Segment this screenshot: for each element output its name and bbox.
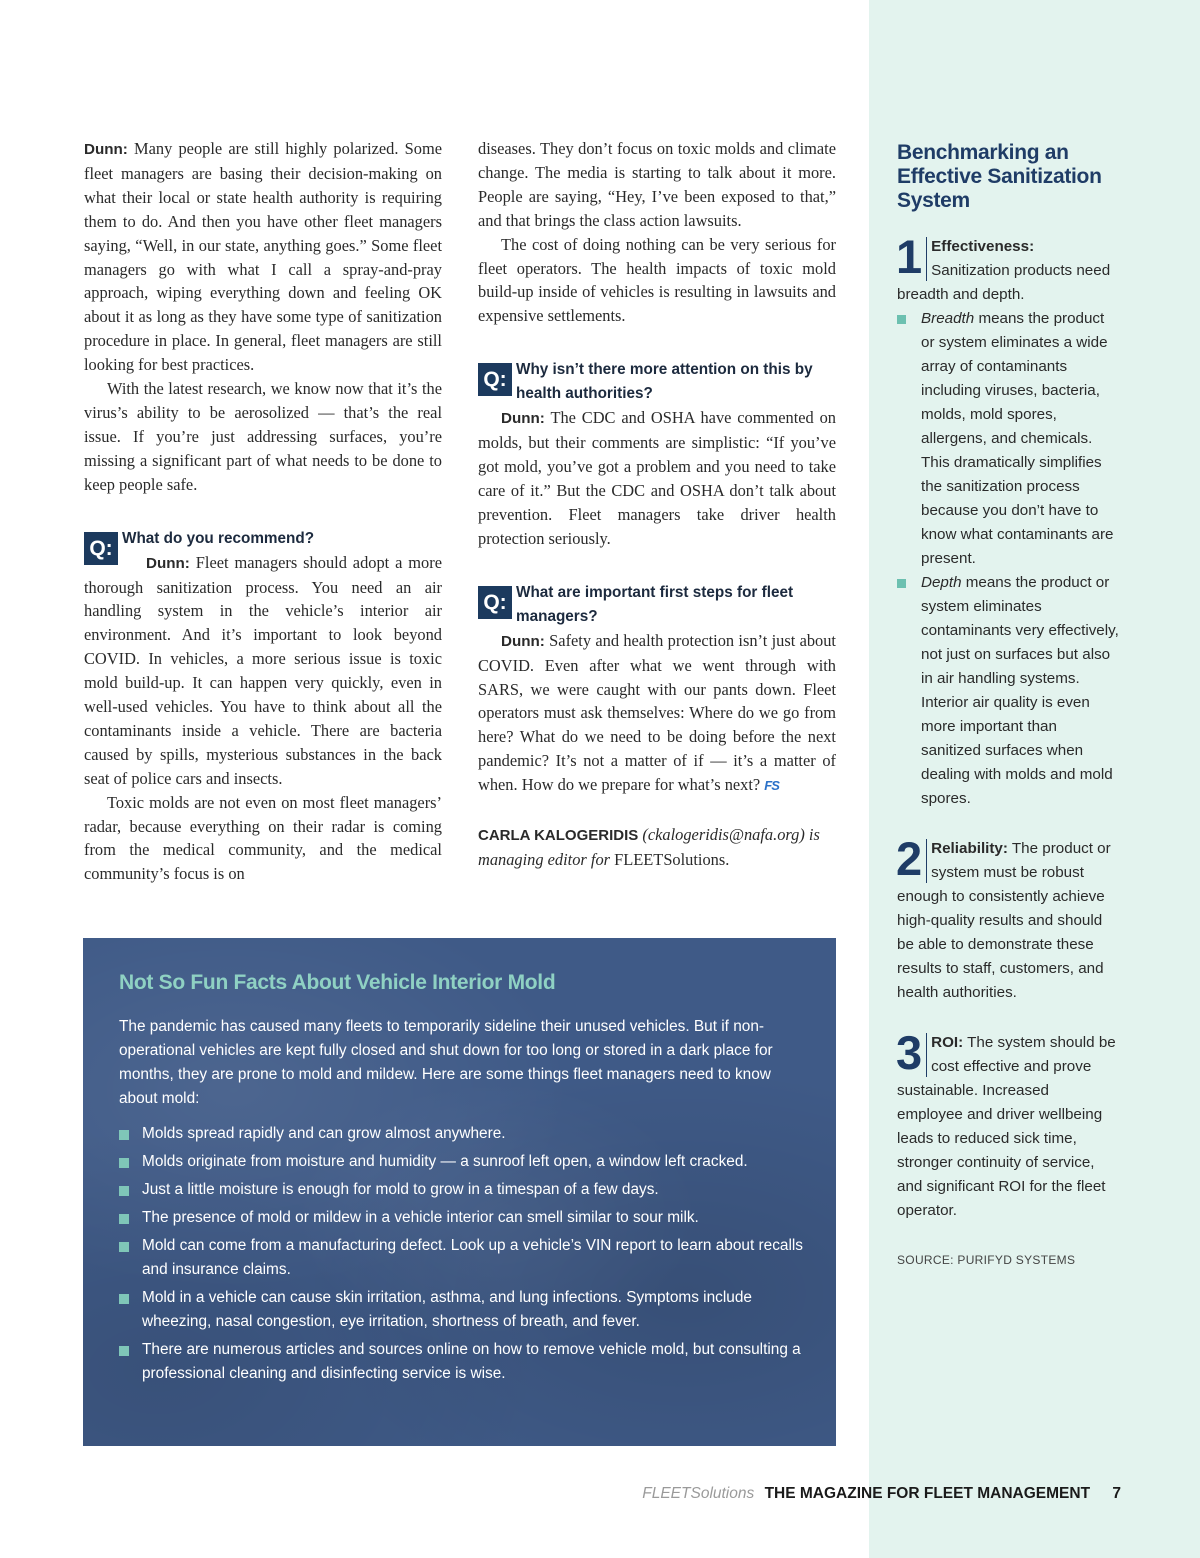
list-item (897, 307, 1119, 571)
paragraph: The cost of doing nothing can be very serious for fleet operators. The health impacts of toxic mold build-up inside of vehicles is resulting in lawsuits and expensive settlements. (478, 234, 836, 326)
q-badge: Q: (84, 532, 118, 565)
bullet-square-icon (119, 1158, 129, 1168)
footer-magazine-name: FLEETSolutions (642, 1485, 755, 1502)
list-item (119, 1178, 809, 1202)
fact-text: Just a little moisture is enough for mold to grow in a timespan of a few days. (142, 1181, 659, 1198)
sub-term: Breadth (921, 310, 975, 327)
benchmark-item-reliability (896, 832, 1119, 1005)
paragraph-text: The CDC and OSHA have commented on molds, but their comments are simplistic: “If you’ve got mold, you’ve got a problem and you need to take care of it.” But the CDC and OSHA don’t talk about prevention. Fleet managers take driver health protection seriously. (478, 408, 836, 548)
item-heading: ROI: (931, 1034, 964, 1051)
author-publication: FLEETSolutions. (614, 849, 730, 869)
item-heading: Effectiveness: (931, 238, 1035, 255)
bullet-square-icon (897, 579, 906, 588)
author-credit (478, 823, 836, 872)
item-text: The product or system must be robust enough to consistently achieve high-quality results and should be able to demonstrate these results to staff, customers, and health authorities. (897, 840, 1111, 1001)
article-column-middle (478, 137, 836, 872)
author-name: CARLA KALOGERIDIS (478, 827, 639, 845)
paragraph (478, 406, 836, 550)
author-role: is managing editor for (478, 825, 820, 869)
paragraph (478, 629, 836, 798)
mold-box-title: Not So Fun Facts About Vehicle Interior Mold (119, 971, 556, 994)
footer-tagline: THE MAGAZINE FOR FLEET MANAGEMENT (764, 1485, 1091, 1502)
speaker-label: Dunn: (501, 632, 545, 650)
question-text: What are important first steps for fleet managers? (516, 583, 794, 625)
fs-end-logo: FS (764, 778, 779, 794)
sub-term: Depth (921, 574, 962, 591)
bullet-square-icon (119, 1346, 129, 1356)
item-text: Sanitization products need breadth and depth. (897, 262, 1111, 303)
fact-text: There are numerous articles and sources online on how to remove vehicle mold, but consulting a professional cleaning and disinfecting service is wise. (142, 1341, 801, 1382)
list-item (119, 1338, 809, 1386)
fact-text: The presence of mold or mildew in a vehicle interior can smell similar to sour milk. (142, 1209, 699, 1226)
speaker-label: Dunn: (146, 554, 190, 572)
item-number: 1 (896, 237, 927, 281)
question-text: What do you recommend? (122, 529, 315, 547)
bullet-square-icon (119, 1186, 129, 1196)
sidebar-benchmarking (897, 141, 1119, 1267)
fact-text: Mold in a vehicle can cause skin irritation, asthma, and lung infections. Symptoms include wheezing, nasal congestion, eye irritation, shortness of breath, and fever. (142, 1289, 752, 1330)
fact-text: Molds originate from moisture and humidity — a sunroof left open, a window left cracked. (142, 1153, 748, 1170)
paragraph (84, 137, 442, 377)
mold-facts-list (119, 1122, 809, 1390)
sidebar-source: SOURCE: PURIFYD SYSTEMS (897, 1253, 1076, 1267)
item-sub-list (897, 307, 1119, 811)
article-column-left (84, 137, 442, 886)
bullet-square-icon (119, 1214, 129, 1224)
fact-text: Mold can come from a manufacturing defect. Look up a vehicle’s VIN report to learn about recalls and insurance claims. (142, 1237, 804, 1278)
page-footer (642, 1485, 1121, 1503)
bullet-square-icon (119, 1242, 129, 1252)
item-number: 2 (896, 839, 927, 883)
list-item (119, 1206, 809, 1230)
list-item (119, 1234, 809, 1282)
mold-box-intro: The pandemic has caused many fleets to temporarily sideline their unused vehicles. But if non-operational vehicles are kept fully closed and shut down for too long or stored in a dark place for months, they are prone to mold and mildew. Here are some things fleet managers need to know about mold: (119, 1018, 773, 1107)
paragraph-text: Fleet managers should adopt a more thorough sanitization process. You need an air handling system in the vehicle’s interior air environment. And it’s important to look beyond COVID. In vehicles, a more serious issue is toxic mold build-up. It can happen very quickly, even in well-used vehicles. You have to think about all the contaminants inside a vehicle. There are bacteria caused by spills, mysterious substances in the back seat of police cars and insects. (84, 552, 442, 788)
bullet-square-icon (119, 1294, 129, 1304)
list-item (897, 571, 1119, 811)
paragraph (84, 551, 442, 791)
question-block (478, 358, 836, 406)
paragraph: diseases. They don’t focus on toxic molds and climate change. The media is starting to talk about it more. People are saying, “Hey, I’ve been exposed to that,” and that brings the class action lawsuits. (478, 139, 836, 230)
item-heading: Reliability: (931, 840, 1008, 857)
q-badge: Q: (478, 586, 512, 619)
paragraph: With the latest research, we know now that it’s the virus’s ability to be aerosolized — that’s the real issue. If you’re just addressing surfaces, you’re missing a significant part of what needs to be done to keep people safe. (84, 379, 442, 494)
item-text: The system should be cost effective and prove sustainable. Increased employee and driver wellbeing leads to reduced sick time, stronger continuity of service, and significant ROI for the fleet operator. (897, 1034, 1116, 1219)
bullet-square-icon (897, 315, 906, 324)
bullet-square-icon (119, 1130, 129, 1140)
question-block (84, 527, 442, 575)
sub-text: means the product or system eliminates a wide array of contaminants including viruses, bacteria, molds, mold spores, allergens, and chemicals. This dramatically simplifies the sanitization process because you don’t have to know what contaminants are present. (921, 310, 1114, 567)
paragraph-text: Safety and health protection isn’t just about COVID. Even after what we went through with SARS, we were caught with our pants down. Fleet operators must ask themselves: Where do we go from here? What do we need to be doing before the next pandemic? It’s not a matter of if — it’s a matter of when. How do we prepare for what’s next? (478, 630, 836, 795)
speaker-label: Dunn: (84, 141, 128, 158)
paragraph-text: Many people are still highly polarized. Some fleet managers are basing their decision-making on what their local or state health authority is requiring them to do. And then you have other fleet managers saying, “Well, in our state, anything goes.” Some fleet managers go with what I call a spray-and-pray approach, wiping everything down and feeling OK about it as long as they have some type of sanitization procedure in place. In general, fleet managers are still looking for best practices. (84, 139, 442, 375)
sidebar-title: Benchmarking an Effective Sanitization System (897, 141, 1102, 212)
author-email: (ckalogeridis@nafa.org) (642, 825, 805, 845)
fact-text: Molds spread rapidly and can grow almost anywhere. (142, 1125, 506, 1142)
mold-facts-box (83, 938, 836, 1446)
benchmark-item-roi (896, 1026, 1119, 1223)
benchmark-item-effectiveness (896, 230, 1119, 811)
speaker-label: Dunn: (501, 410, 545, 428)
list-item (119, 1286, 809, 1334)
list-item (119, 1150, 809, 1174)
page-number: 7 (1112, 1485, 1121, 1502)
list-item (119, 1122, 809, 1146)
item-number: 3 (896, 1033, 927, 1077)
q-badge: Q: (478, 363, 512, 396)
question-text: Why isn’t there more attention on this by health authorities? (516, 361, 813, 403)
question-block (478, 581, 836, 629)
paragraph: Toxic molds are not even on most fleet managers’ radar, because everything on their radar is coming from the medical community, and the medical community’s focus is on (84, 792, 442, 884)
sub-text: means the product or system eliminates contaminants very effectively, not just on surfaces but also in air handling systems. Interior air quality is even more important than sanitized surfaces when dealing with molds and mold spores. (921, 574, 1119, 807)
